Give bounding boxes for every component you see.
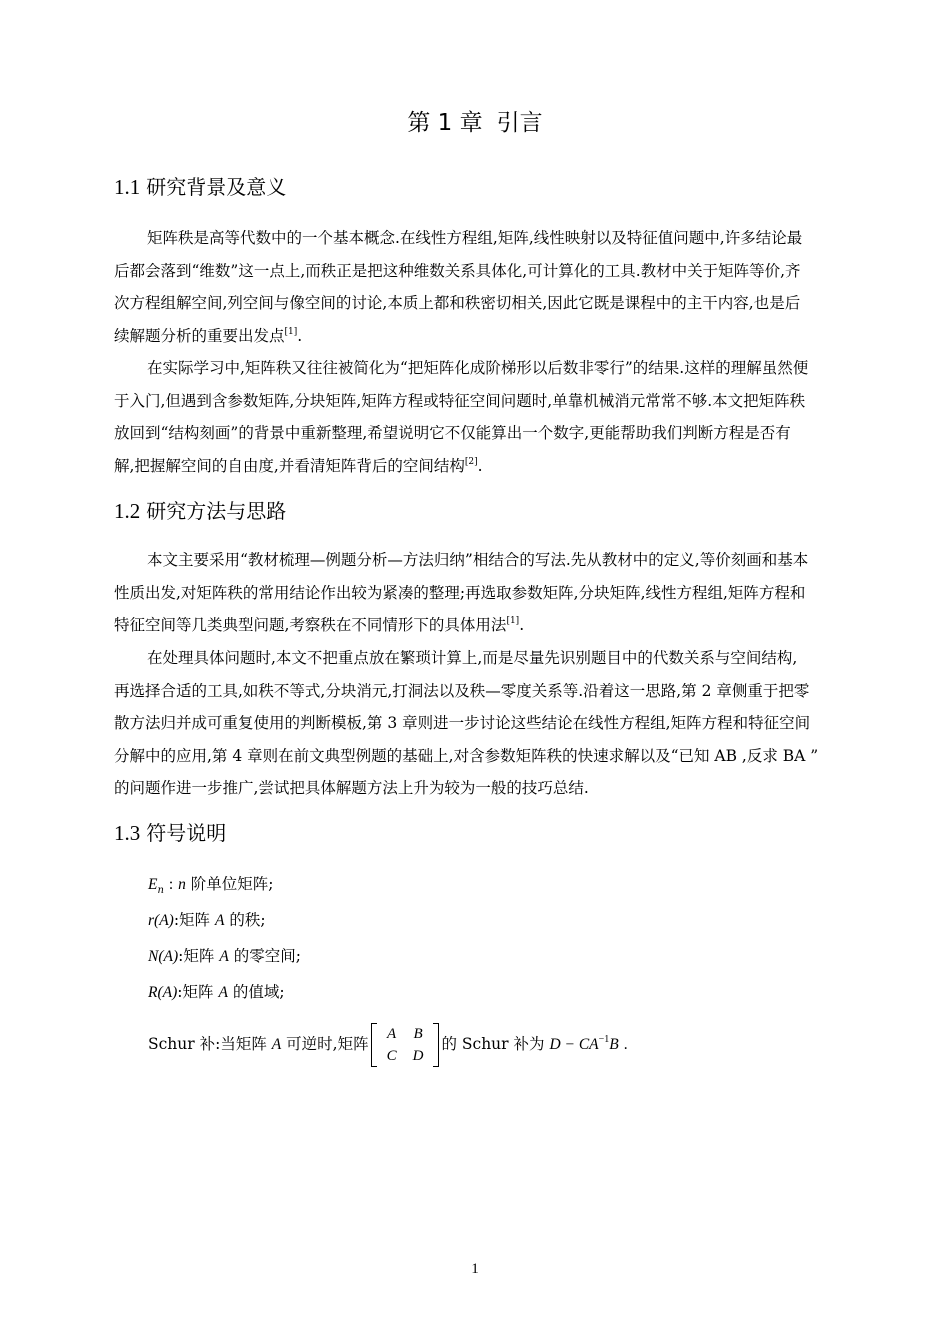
period: . [477, 456, 483, 475]
math-symbol: r(A) [148, 912, 174, 929]
math-superscript: −1 [598, 1034, 610, 1045]
symbol-description: :矩阵 [173, 911, 211, 929]
section-title: 研究方法与思路 [146, 499, 287, 523]
math-symbol: R(A) [148, 984, 178, 1001]
section-heading-1-3 [114, 818, 226, 848]
math-subscript: n [157, 885, 164, 896]
block-matrix [371, 1023, 440, 1067]
matrix-entry: D [412, 1048, 424, 1064]
citation: [1] [284, 326, 298, 337]
page-number: 1 [471, 1261, 479, 1277]
paragraph-1-2-a [114, 544, 860, 642]
section-title: 研究背景及意义 [146, 175, 287, 199]
symbol-rank [148, 908, 266, 933]
matrix-entry: B [413, 1026, 423, 1042]
text-line: 解,把握解空间的自由度,并看清矩阵背后的空间结构 [114, 456, 465, 475]
section-heading-1-1 [114, 172, 286, 202]
math-symbol: A [271, 1036, 282, 1053]
section-number: 1.2 [114, 499, 141, 523]
citation: [1] [506, 616, 520, 626]
text-line: 于入门,但遇到含参数矩阵,分块矩阵,矩阵方程或特征空间问题时,单靠机械消元常常不够.本文把矩阵秩 [114, 391, 806, 410]
chapter-title: 引言 [496, 110, 543, 136]
text-line: 续解题分析的重要出发点 [114, 326, 285, 345]
colon: : [168, 876, 174, 893]
schur-formula: B [609, 1036, 619, 1053]
symbol-schur [148, 1016, 628, 1069]
paragraph-1-2-b [114, 642, 860, 805]
chapter-label: 第 1 章 [407, 110, 483, 136]
symbol-description: 的零空间; [233, 947, 301, 965]
math-symbol: A [219, 948, 229, 965]
text-line: 的问题作进一步推广,尝试把具体解题方法上升为较为一般的技巧总结. [114, 779, 589, 797]
symbol-description: 的 Schur 补为 [441, 1035, 545, 1053]
text-line: 在处理具体问题时,本文不把重点放在繁琐计算上,而是尽量先识别题目中的代数关系与空间结构, [147, 649, 798, 667]
symbol-identity [148, 872, 274, 903]
symbol-description: 可逆时,矩阵 [286, 1035, 369, 1053]
text-line: 后都会落到“维数”这一点上,而秩正是把这种维数关系具体化,可计算化的工具.教材中关于矩阵等价,齐 [114, 261, 801, 280]
symbol-description: Schur 补:当矩阵 [148, 1035, 267, 1053]
period: . [623, 1036, 628, 1053]
math-symbol: E [148, 876, 158, 893]
math-symbol: A [215, 912, 225, 929]
text-line: 特征空间等几类典型问题,考察秩在不同情形下的具体用法 [114, 616, 507, 634]
text-line: 分解中的应用,第 4 章则在前文典型例题的基础上,对含参数矩阵秩的快速求解以及“已知 AB ,反求 BA ” [114, 746, 819, 765]
section-title: 符号说明 [146, 821, 227, 845]
matrix-entry: C [386, 1048, 397, 1064]
period: . [297, 326, 303, 345]
text-line: 次方程组解空间,列空间与像空间的讨论,本质上都和秩密切相关,因此它既是课程中的主干内容,也是后 [114, 294, 801, 312]
section-heading-1-2 [114, 496, 286, 526]
symbol-description: 的秩; [229, 911, 266, 929]
text-line: 散方法归并成可重复使用的判断模板,第 3 章则进一步讨论这些结论在线性方程组,矩阵方程和特征空间 [114, 714, 811, 732]
section-number: 1.3 [114, 821, 141, 845]
symbol-description: 的值域; [232, 983, 285, 1001]
math-symbol: A [218, 984, 228, 1001]
text-line: 矩阵秩是高等代数中的一个基本概念.在线性方程组,矩阵,线性映射以及特征值问题中,许多结论最 [147, 229, 803, 247]
section-number: 1.1 [114, 175, 141, 199]
chapter-heading [0, 106, 950, 140]
text-line: 在实际学习中,矩阵秩又往往被简化为“把矩阵化成阶梯形以后数非零行”的结果.这样的理解虽然便 [147, 359, 809, 377]
math-symbol: n [178, 876, 186, 893]
symbol-description: :矩阵 [177, 983, 214, 1001]
math-symbol: N(A) [148, 948, 179, 965]
paragraph-1-1-a [114, 222, 860, 352]
text-line: 性质出发,对矩阵秩的常用结论作出较为紧凑的整理;再选取参数矩阵,分块矩阵,线性方程组,矩阵方程和 [114, 583, 806, 602]
text-line: 放回到“结构刻画”的背景中重新整理,希望说明它不仅能算出一个数字,更能帮助我们判断方程是否有 [114, 424, 791, 442]
schur-formula: D − CA [549, 1036, 599, 1053]
matrix-entry: A [387, 1026, 397, 1042]
symbol-description: :矩阵 [178, 947, 215, 965]
symbol-description: 阶单位矩阵; [190, 875, 274, 893]
paragraph-1-1-b [114, 352, 860, 482]
period: . [519, 616, 525, 634]
symbol-null-space [148, 944, 301, 969]
text-line: 本文主要采用“教材梳理—例题分析—方法归纳”相结合的写法.先从教材中的定义,等价刻画和基本 [147, 551, 809, 569]
symbol-range [148, 980, 285, 1005]
citation: [2] [464, 456, 478, 467]
text-line: 再选择合适的工具,如秩不等式,分块消元,打洞法以及秩—零度关系等.沿着这一思路,第 2 章侧重于把零 [114, 681, 810, 700]
